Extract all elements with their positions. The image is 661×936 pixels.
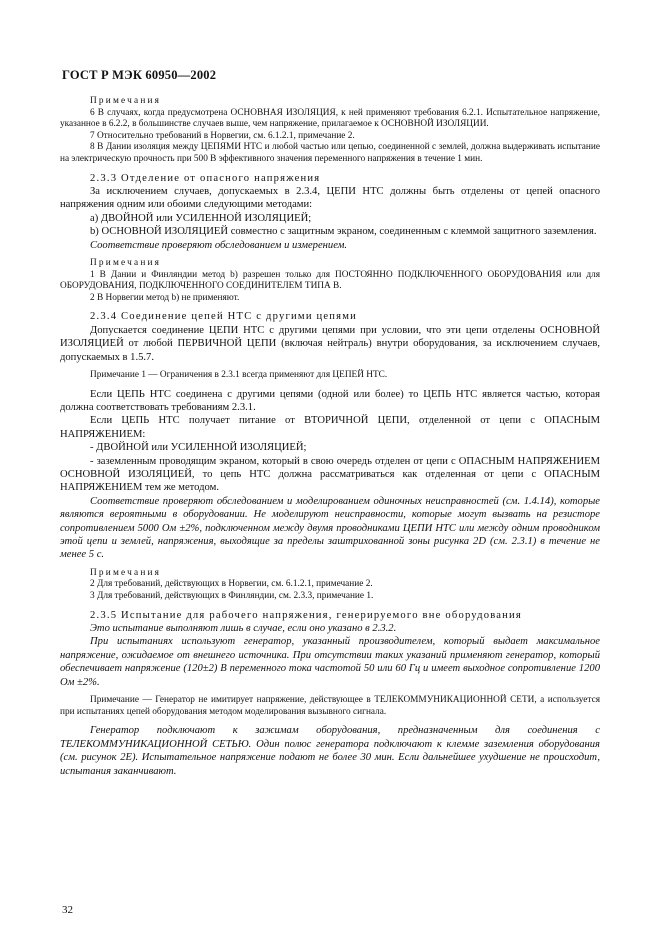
list-item-b: b) ОСНОВНОЙ ИЗОЛЯЦИЕЙ совместно с защитным экраном, соединенным с клеммой защитного заземления. <box>90 226 597 238</box>
compliance-text: Соответствие проверяют обследованием и измерением. <box>90 239 348 251</box>
notes-heading: Примечания <box>90 96 162 106</box>
paragraph: Если ЦЕПЬ НТС соединена с другими цепями (одной или более) то ЦЕПЬ НТС является частью, которая должна соответствовать требованиям 2.3.1. <box>60 388 600 413</box>
note-single: Примечание — Генератор не имитирует напряжение, действующее в ТЕЛЕКОММУНИКАЦИОННОЙ СЕТИ, а используется при испытаниях цепей оборудования методом моделирования вызывного сигнала. <box>60 695 600 717</box>
compliance-text: При испытаниях используют генератор, указанный производителем, который выдает максимальное напряжение, ожидаемое от внешнего источника. При отсутствии таких указаний применяют генератор, который обеспечивает напряжение (120±2) В переменного тока частотой 50 или 60 Гц и имеет выходное сопротивление 1200 Ом ±2%. <box>60 636 600 688</box>
note-1-single: Примечание 1 — Ограничения в 2.3.1 всегда применяют для ЦЕПЕЙ НТС. <box>90 370 388 380</box>
note-2: 2 Для требований, действующих в Норвегии, см. 6.1.2.1, примечание 2. <box>90 579 373 590</box>
paragraph: За исключением случаев, допускаемых в 2.3.4, ЦЕПИ НТС должны быть отделены от цепей опасного напряжения одним или обоими следующими методами: <box>60 185 600 211</box>
page-number: 32 <box>62 904 73 916</box>
notes-heading: Примечания <box>90 258 162 268</box>
note-2: 2 В Норвегии метод b) не применяют. <box>90 292 240 303</box>
paragraph: Допускается соединение ЦЕПИ НТС с другими цепями при условии, что эти цепи отделены ОСНОВНОЙ ИЗОЛЯЦИЕЙ от любой ПЕРВИЧНОЙ ЦЕПИ (включая нейтраль) внутри оборудования, за исключением случаев, допускаемых в 1.5.7. <box>60 324 600 363</box>
compliance-text: Генератор подключают к зажимам оборудования, предназначенным для соединения с ТЕЛЕКОММУНИКАЦИОННОЙ СЕТЬЮ. Один полюс генератора подключают к клемме заземления оборудования (см. рисунок 2E). Испытательное напряжение подают не более 30 мин. Если дальнейшее ухудшение не происходит, испытания заканчивают. <box>60 725 600 777</box>
note-3: 3 Для требований, действующих в Финляндии, см. 2.3.3, примечание 1. <box>90 591 374 602</box>
compliance-text: Соответствие проверяют обследованием и моделированием одиночных неисправностей (см. 1.4.14), которые являются вероятными в оборудовании. Не моделируют неисправности, которые могут вызвать на резисторе сопротивлением 5000 Ом ±2%, подключенном между двумя проводниками ЦЕПИ НТС или между одним проводником этой цепи и землей, напряжения, выходящие за пределы заштрихованной зоны рисунка 2D (см. 2.3.1) в течение не менее 5 с. <box>60 495 600 561</box>
section-2-3-5-title: 2.3.5 Испытание для рабочего напряжения, генерируемого вне оборудования <box>90 609 522 621</box>
note-6: 6 В случаях, когда предусмотрена ОСНОВНАЯ ИЗОЛЯЦИЯ, к ней применяют требования 6.2.1. Испытательное напряжение, указанное в 6.2.2, в большинстве случаев выше, чем напряжение, прилагаемое к ОСНОВНОЙ ИЗОЛЯЦИИ. <box>60 107 600 130</box>
note-8: 8 В Дании изоляция между ЦЕПЯМИ НТС и любой частью или цепью, соединенной с землей, должна выдерживать испытание на электрическую прочность при 500 В эффективного значения переменного напряжения в течение 1 мин. <box>60 142 600 164</box>
compliance-text: Это испытание выполняют лишь в случае, если оно указано в 2.3.2. <box>90 623 397 635</box>
paragraph: Если ЦЕПЬ НТС получает питание от ВТОРИЧНОЙ ЦЕПИ, отделенной от цепи с ОПАСНЫМ НАПРЯЖЕНИЕМ: <box>60 415 600 440</box>
section-2-3-3-title: 2.3.3 Отделение от опасного напряжения <box>90 172 321 184</box>
note-7: 7 Относительно требований в Норвегии, см. 6.1.2.1, примечание 2. <box>90 130 355 141</box>
list-item-dash: - заземленным проводящим экраном, который в свою очередь отделен от цепи с ОПАСНЫМ НАПРЯЖЕНИЕМ ОСНОВНОЙ ИЗОЛЯЦИЕЙ, то цепь НТС должна рассматриваться как отделенная от цепи с ОПАСНЫМ НАПРЯЖЕНИЕМ тем же методом. <box>60 455 600 494</box>
document-body <box>60 96 600 778</box>
list-item-dash: - ДВОЙНОЙ или УСИЛЕННОЙ ИЗОЛЯЦИЕЙ; <box>90 442 307 454</box>
list-item-a: а) ДВОЙНОЙ или УСИЛЕННОЙ ИЗОЛЯЦИЕЙ; <box>90 212 312 224</box>
notes-heading: Примечания <box>90 567 162 578</box>
note-1: 1 В Дании и Финляндии метод b) разрешен только для ПОСТОЯННО ПОДКЛЮЧЕННОГО ОБОРУДОВАНИЯ или для ОБОРУДОВАНИЯ, ПОДКЛЮЧЕННОГО СОЕДИНИТЕЛЕМ ТИПА В. <box>60 269 600 292</box>
document-header: ГОСТ Р МЭК 60950—2002 <box>62 68 217 82</box>
section-2-3-4-title: 2.3.4 Соединение цепей НТС с другими цепями <box>90 311 358 323</box>
